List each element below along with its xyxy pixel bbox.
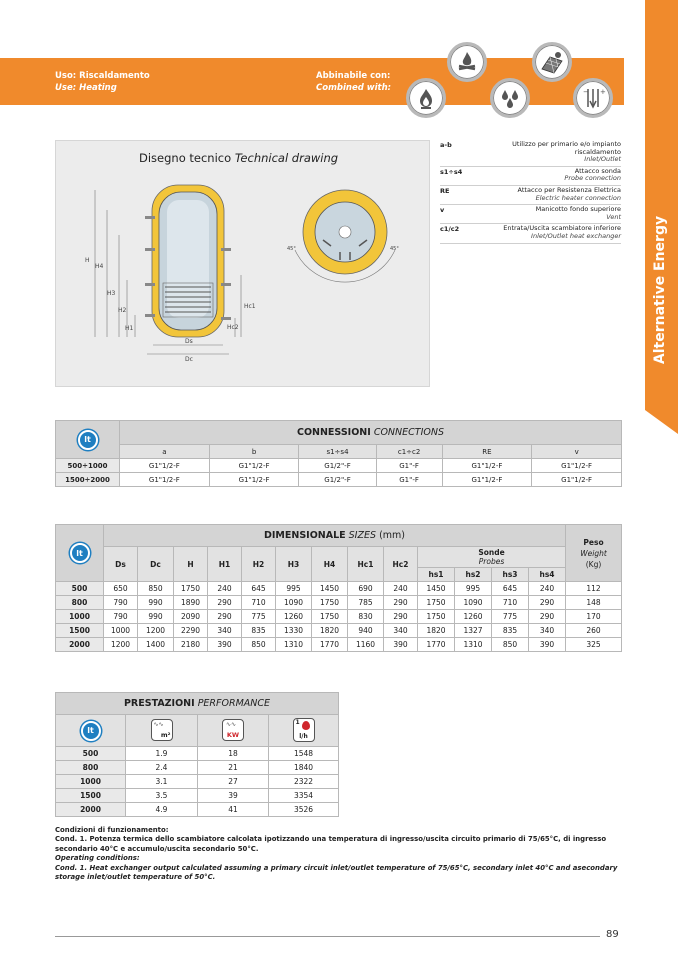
- legend-it: Attacco sonda: [574, 166, 621, 175]
- dim-ds: Ds: [185, 338, 193, 345]
- table-cell: 290: [529, 610, 566, 624]
- table-cell: G1"1/2-F: [120, 459, 210, 473]
- row-label: 800: [56, 596, 104, 610]
- table-cell: 1310: [276, 638, 312, 652]
- legend-code: s1÷s4: [440, 167, 463, 176]
- legend-row: [440, 140, 621, 167]
- table-cell: G1"1/2-F: [532, 459, 622, 473]
- legend-en: Vent: [606, 212, 621, 221]
- table-cell: 340: [529, 624, 566, 638]
- table-cell: 1750: [312, 610, 348, 624]
- table-cell: G1"1/2-F: [442, 473, 532, 487]
- table-cell: 1820: [312, 624, 348, 638]
- col-header: s1÷s4: [299, 445, 376, 459]
- table-cell: 1770: [418, 638, 455, 652]
- table-cell: G1"1/2-F: [442, 459, 532, 473]
- table-cell: 3354: [269, 789, 339, 803]
- table-cell: 170: [566, 610, 622, 624]
- connection-legend: [440, 140, 621, 244]
- connections-title: CONNESSIONI CONNECTIONS: [120, 421, 622, 445]
- table-cell: 790: [104, 610, 138, 624]
- svg-text:+: +: [600, 88, 606, 96]
- table-cell: G1/2"-F: [299, 459, 376, 473]
- capacity-icon-cell: [56, 715, 126, 747]
- coil-surface-icon: ∿∿ m²: [151, 719, 173, 741]
- table-cell: 645: [492, 582, 529, 596]
- table-cell: 112: [566, 582, 622, 596]
- col-header: hs1: [418, 568, 455, 582]
- legend-en: Probe connection: [564, 174, 621, 183]
- legend-code: a-b: [440, 141, 452, 149]
- table-row: [56, 610, 622, 624]
- row-label: 2000: [56, 638, 104, 652]
- table-cell: 835: [242, 624, 276, 638]
- table-cell: 1548: [269, 747, 339, 761]
- use-en: Use: Heating: [55, 83, 117, 93]
- table-cell: 1840: [269, 761, 339, 775]
- col-header: RE: [442, 445, 532, 459]
- table-cell: 850: [492, 638, 529, 652]
- table-cell: 340: [208, 624, 242, 638]
- table-cell: 1820: [418, 624, 455, 638]
- notes-heading-en: Operating conditions:: [55, 854, 140, 863]
- table-cell: 835: [492, 624, 529, 638]
- drawing-title-en: Technical drawing: [234, 151, 339, 165]
- col-header: H1: [208, 547, 242, 582]
- performance-title: PRESTAZIONI PERFORMANCE: [56, 693, 339, 715]
- table-cell: 1750: [418, 596, 455, 610]
- table-row: [56, 747, 339, 761]
- table-cell: 290: [529, 596, 566, 610]
- row-label: 500: [56, 582, 104, 596]
- table-cell: 990: [138, 596, 174, 610]
- table-cell: 2.4: [126, 761, 198, 775]
- table-cell: 2090: [174, 610, 208, 624]
- notes-condition-it: Cond. 1. Potenza termica dello scambiatore calcolata ipotizzando una temperatura di ingresso/uscita circuito primario di 75/65°C, di ingresso secondario 40°C e accumulo/uscita secondario 50°C.: [55, 835, 607, 853]
- notes-heading-it: Condizioni di funzionamento:: [55, 826, 169, 834]
- table-row: [56, 638, 622, 652]
- dim-dc: Dc: [185, 356, 193, 363]
- table-cell: 1000: [104, 624, 138, 638]
- electric-heater-icon: [573, 78, 613, 118]
- legend-it: Manicotto fondo superiore: [535, 205, 621, 214]
- col-header: Ds: [104, 547, 138, 582]
- water-drop-icon: lt: [81, 721, 101, 741]
- table-cell: 940: [348, 624, 384, 638]
- performance-table: [55, 692, 339, 817]
- table-cell: 39: [198, 789, 269, 803]
- table-cell: 1260: [455, 610, 492, 624]
- table-cell: 27: [198, 775, 269, 789]
- solar-panel-icon: [532, 42, 572, 82]
- table-cell: 1450: [312, 582, 348, 596]
- col-header: hs4: [529, 568, 566, 582]
- table-cell: 240: [384, 582, 418, 596]
- table-cell: 240: [208, 582, 242, 596]
- col-header: Dc: [138, 547, 174, 582]
- page-number: 89: [606, 929, 619, 940]
- combined-label: [316, 70, 391, 94]
- table-cell: G1"-F: [376, 473, 442, 487]
- legend-it: Utilizzo per primario e/o impianto riscaldamento: [512, 140, 621, 156]
- col-header: c1÷c2: [376, 445, 442, 459]
- operating-conditions-notes: [55, 826, 625, 882]
- table-row: [56, 473, 622, 487]
- sizes-title: DIMENSIONALE SIZES (mm): [104, 525, 566, 547]
- table-cell: 18: [198, 747, 269, 761]
- legend-code: c1/c2: [440, 225, 460, 234]
- gas-boiler-icon: [406, 78, 446, 118]
- table-cell: 775: [492, 610, 529, 624]
- table-cell: 995: [455, 582, 492, 596]
- table-cell: 290: [208, 596, 242, 610]
- table-cell: 1450: [418, 582, 455, 596]
- legend-row: [440, 224, 621, 243]
- row-label: 500: [56, 747, 126, 761]
- table-cell: 3.1: [126, 775, 198, 789]
- row-label: 500÷1000: [56, 459, 120, 473]
- row-label: 1500: [56, 624, 104, 638]
- table-cell: 1770: [312, 638, 348, 652]
- probes-header: Sonde Probes: [418, 547, 566, 568]
- performance-icon-row: [56, 715, 339, 747]
- table-cell: 1200: [138, 624, 174, 638]
- weight-header: Peso Weight (Kg): [566, 525, 622, 582]
- table-row: [56, 459, 622, 473]
- table-cell: 390: [208, 638, 242, 652]
- table-cell: 1090: [276, 596, 312, 610]
- water-drop-icon: lt: [70, 543, 90, 563]
- combined-en: Combined with:: [316, 83, 392, 93]
- combined-it: Abbinabile con:: [316, 71, 391, 81]
- capacity-icon-cell: [56, 525, 104, 582]
- tank-drawing: [55, 140, 430, 387]
- table-cell: 710: [492, 596, 529, 610]
- table-cell: 785: [348, 596, 384, 610]
- table-cell: 340: [384, 624, 418, 638]
- table-cell: 1750: [312, 596, 348, 610]
- use-label: [55, 70, 150, 94]
- table-cell: 1750: [418, 610, 455, 624]
- row-label: 2000: [56, 803, 126, 817]
- col-header: hs2: [455, 568, 492, 582]
- connections-header-row: [56, 445, 622, 459]
- table-cell: 1.9: [126, 747, 198, 761]
- legend-en: Electric heater connection: [535, 193, 621, 202]
- table-cell: 2322: [269, 775, 339, 789]
- table-row: [56, 624, 622, 638]
- dim-h2: H2: [118, 307, 127, 314]
- table-cell: G1/2"-F: [299, 473, 376, 487]
- table-cell: 1200: [104, 638, 138, 652]
- legend-en: Inlet/Outlet heat exchanger: [531, 231, 621, 240]
- table-cell: G1"1/2-F: [120, 473, 210, 487]
- surface-icon-cell: [126, 715, 198, 747]
- table-cell: 1310: [455, 638, 492, 652]
- power-icon: ∿∿ KW: [222, 719, 244, 741]
- table-cell: 3.5: [126, 789, 198, 803]
- col-header: H4: [312, 547, 348, 582]
- legend-row: [440, 186, 621, 205]
- flow-rate-icon: 1 l/h: [293, 718, 315, 742]
- table-cell: 240: [529, 582, 566, 596]
- table-cell: 1330: [276, 624, 312, 638]
- table-cell: G1"1/2-F: [209, 459, 299, 473]
- table-cell: G1"-F: [376, 459, 442, 473]
- table-cell: G1"1/2-F: [209, 473, 299, 487]
- table-cell: 1260: [276, 610, 312, 624]
- drawing-title-it: Disegno tecnico: [139, 151, 232, 165]
- legend-row: [440, 167, 621, 186]
- row-label: 800: [56, 761, 126, 775]
- footer-divider: [55, 936, 600, 937]
- dim-hc2: Hc2: [227, 324, 239, 331]
- col-header: H3: [276, 547, 312, 582]
- table-cell: 4.9: [126, 803, 198, 817]
- table-row: [56, 789, 339, 803]
- table-cell: 830: [348, 610, 384, 624]
- legend-it: Attacco per Resistenza Elettrica: [517, 185, 621, 194]
- dim-h1: H1: [125, 325, 134, 332]
- power-icon-cell: [198, 715, 269, 747]
- table-cell: 850: [138, 582, 174, 596]
- table-cell: 1327: [455, 624, 492, 638]
- side-label: Alternative Energy: [652, 215, 668, 365]
- table-cell: 650: [104, 582, 138, 596]
- use-it: Uso: Riscaldamento: [55, 71, 150, 81]
- notes-condition-en: Cond. 1. Heat exchanger output calculated assuming a primary circuit inlet/outlet temperature of 75/65°C, secondary inlet 40°C and asecondary storage inlet/outlet temperature of 50°C.: [55, 863, 618, 882]
- table-cell: 2290: [174, 624, 208, 638]
- table-cell: 1400: [138, 638, 174, 652]
- table-cell: 390: [529, 638, 566, 652]
- water-drop-icon: lt: [78, 430, 98, 450]
- table-cell: 1090: [455, 596, 492, 610]
- row-label: 1000: [56, 775, 126, 789]
- table-cell: 790: [104, 596, 138, 610]
- svg-text:−: −: [583, 88, 589, 96]
- col-header: H2: [242, 547, 276, 582]
- table-cell: 390: [384, 638, 418, 652]
- dim-h: H: [85, 257, 90, 264]
- col-header: Hc2: [384, 547, 418, 582]
- header-banner: [0, 58, 624, 105]
- col-header: v: [532, 445, 622, 459]
- legend-en: Inlet/Outlet: [584, 155, 621, 164]
- col-header: H: [174, 547, 208, 582]
- legend-row: [440, 205, 621, 224]
- row-label: 1000: [56, 610, 104, 624]
- row-label: 1500: [56, 789, 126, 803]
- table-row: [56, 775, 339, 789]
- table-row: [56, 582, 622, 596]
- table-cell: 995: [276, 582, 312, 596]
- table-cell: 645: [242, 582, 276, 596]
- table-cell: 1750: [174, 582, 208, 596]
- legend-it: Entrata/Uscita scambiatore inferiore: [503, 224, 621, 233]
- table-row: [56, 803, 339, 817]
- table-cell: 290: [384, 610, 418, 624]
- table-cell: 1890: [174, 596, 208, 610]
- table-cell: 148: [566, 596, 622, 610]
- dim-h3: H3: [107, 290, 116, 297]
- table-cell: G1"1/2-F: [532, 473, 622, 487]
- connections-table: [55, 420, 622, 487]
- table-cell: 775: [242, 610, 276, 624]
- table-cell: 21: [198, 761, 269, 775]
- col-header: Hc1: [348, 547, 384, 582]
- table-cell: 260: [566, 624, 622, 638]
- capacity-icon-cell: [56, 421, 120, 459]
- col-header: hs3: [492, 568, 529, 582]
- table-cell: 1160: [348, 638, 384, 652]
- row-label: 1500÷2000: [56, 473, 120, 487]
- dim-hc1: Hc1: [244, 303, 256, 310]
- table-cell: 325: [566, 638, 622, 652]
- table-cell: 690: [348, 582, 384, 596]
- angle-right: 45°: [390, 246, 399, 252]
- legend-code: RE: [440, 186, 450, 195]
- heat-pump-icon: [490, 78, 530, 118]
- sizes-table: [55, 524, 622, 652]
- table-cell: 290: [208, 610, 242, 624]
- table-cell: 990: [138, 610, 174, 624]
- table-cell: 850: [242, 638, 276, 652]
- col-header: b: [209, 445, 299, 459]
- legend-code: v: [440, 206, 445, 215]
- table-cell: 290: [384, 596, 418, 610]
- angle-left: 45°: [287, 246, 296, 252]
- table-row: [56, 596, 622, 610]
- table-cell: 2180: [174, 638, 208, 652]
- col-header: a: [120, 445, 210, 459]
- flow-icon-cell: [269, 715, 339, 747]
- table-cell: 3526: [269, 803, 339, 817]
- table-cell: 41: [198, 803, 269, 817]
- table-cell: 710: [242, 596, 276, 610]
- table-row: [56, 761, 339, 775]
- dim-h4: H4: [95, 263, 104, 270]
- wood-fire-icon: [447, 42, 487, 82]
